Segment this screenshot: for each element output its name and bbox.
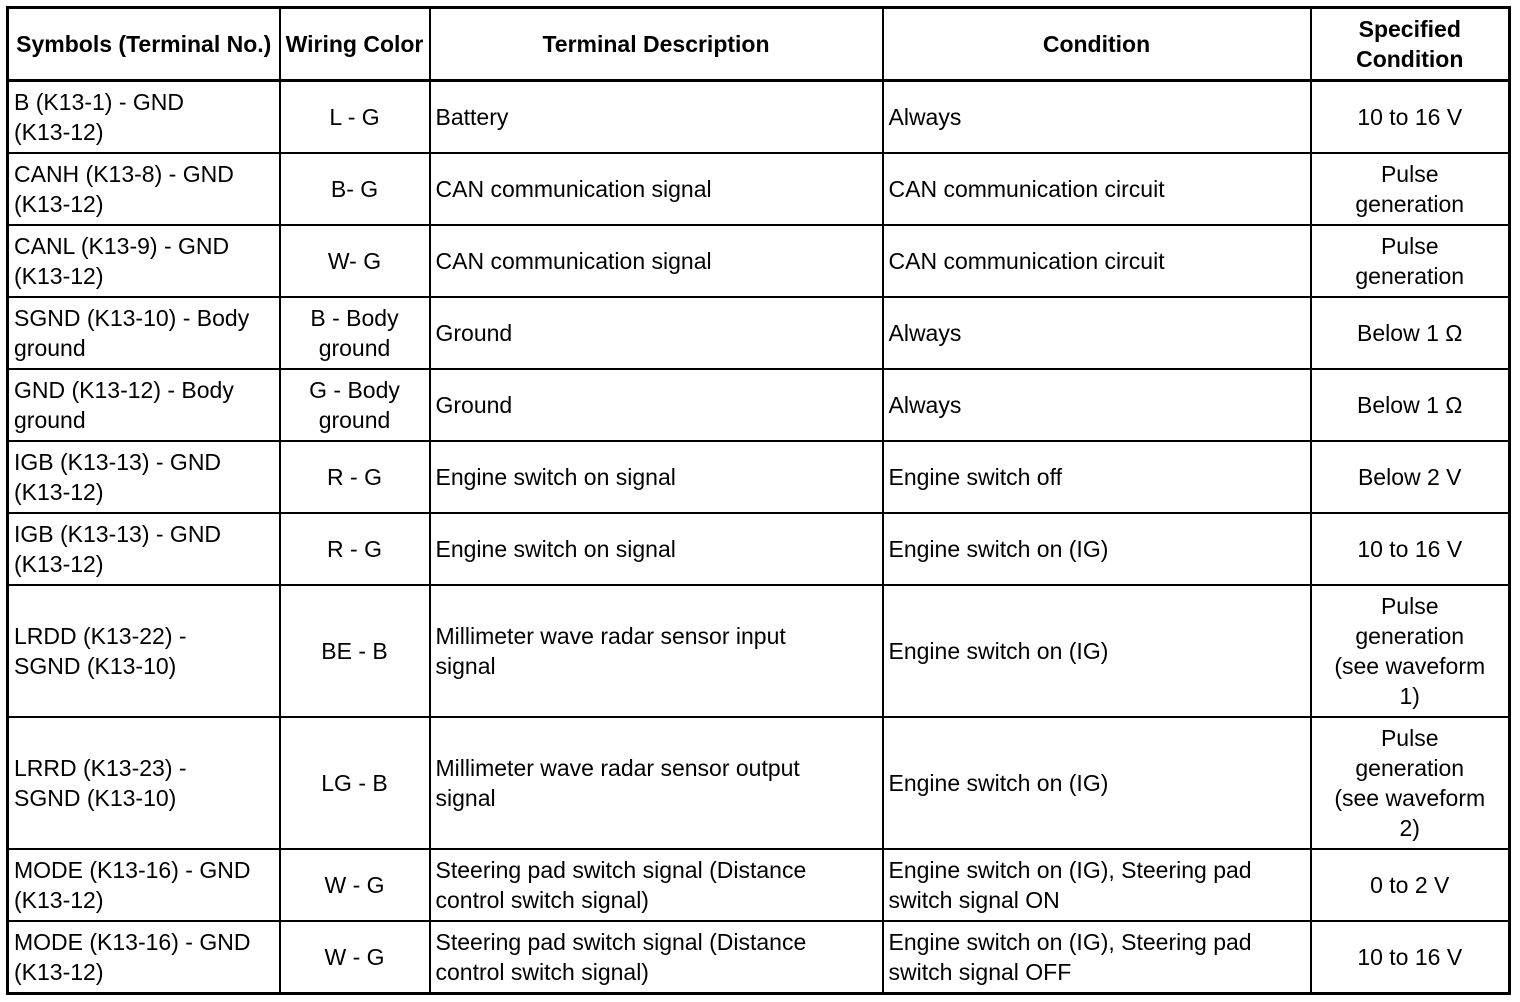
description-cell: Battery [430,81,883,154]
specified-condition-cell: Pulse generation [1311,225,1510,297]
specified-condition-cell: Pulse generation (see waveform 2) [1311,717,1510,849]
wiring-color-cell: B - Body ground [280,297,430,369]
table-row [8,153,1510,225]
table-row [8,225,1510,297]
header-condition: Condition [883,8,1311,81]
table-row [8,717,1510,849]
table-body [8,81,1510,994]
specified-condition-cell: Pulse generation [1311,153,1510,225]
table-row [8,921,1510,994]
symbol-cell: MODE (K13-16) - GND (K13-12) [8,849,280,921]
description-cell: Millimeter wave radar sensor input signal [430,585,883,717]
symbol-cell: B (K13-1) - GND (K13-12) [8,81,280,154]
specified-condition-cell: Pulse generation (see waveform 1) [1311,585,1510,717]
symbol-cell: LRDD (K13-22) - SGND (K13-10) [8,585,280,717]
wiring-color-cell: W- G [280,225,430,297]
wiring-color-cell: W - G [280,921,430,994]
condition-cell: Engine switch on (IG), Steering pad switch signal ON [883,849,1311,921]
specified-condition-cell: 10 to 16 V [1311,921,1510,994]
wiring-color-cell: W - G [280,849,430,921]
wiring-color-cell: G - Body ground [280,369,430,441]
description-cell: Ground [430,369,883,441]
condition-cell: Engine switch on (IG) [883,585,1311,717]
table-row [8,369,1510,441]
table-row [8,441,1510,513]
symbol-cell: MODE (K13-16) - GND (K13-12) [8,921,280,994]
symbol-cell: GND (K13-12) - Body ground [8,369,280,441]
symbol-cell: SGND (K13-10) - Body ground [8,297,280,369]
symbol-cell: LRRD (K13-23) - SGND (K13-10) [8,717,280,849]
header-symbols: Symbols (Terminal No.) [8,8,280,81]
description-cell: Ground [430,297,883,369]
condition-cell: Engine switch off [883,441,1311,513]
wiring-color-cell: LG - B [280,717,430,849]
header-wiring-color: Wiring Color [280,8,430,81]
description-cell: Steering pad switch signal (Distance control switch signal) [430,849,883,921]
description-cell: Millimeter wave radar sensor output signal [430,717,883,849]
specified-condition-cell: Below 2 V [1311,441,1510,513]
terminal-table [6,6,1511,995]
condition-cell: Always [883,297,1311,369]
condition-cell: Engine switch on (IG) [883,717,1311,849]
condition-cell: Engine switch on (IG) [883,513,1311,585]
symbol-cell: CANL (K13-9) - GND (K13-12) [8,225,280,297]
table-row [8,81,1510,154]
wiring-color-cell: B- G [280,153,430,225]
table-header [8,8,1510,81]
table-row [8,849,1510,921]
symbol-cell: IGB (K13-13) - GND (K13-12) [8,441,280,513]
symbol-cell: CANH (K13-8) - GND (K13-12) [8,153,280,225]
table-row [8,297,1510,369]
wiring-color-cell: R - G [280,441,430,513]
header-specified-condition: Specified Condition [1311,8,1510,81]
condition-cell: CAN communication circuit [883,225,1311,297]
header-terminal-description: Terminal Description [430,8,883,81]
description-cell: CAN communication signal [430,153,883,225]
specified-condition-cell: 10 to 16 V [1311,81,1510,154]
specified-condition-cell: Below 1 Ω [1311,297,1510,369]
description-cell: Engine switch on signal [430,513,883,585]
description-cell: Engine switch on signal [430,441,883,513]
table-row [8,585,1510,717]
specified-condition-cell: 0 to 2 V [1311,849,1510,921]
specified-condition-cell: 10 to 16 V [1311,513,1510,585]
specified-condition-cell: Below 1 Ω [1311,369,1510,441]
condition-cell: Engine switch on (IG), Steering pad switch signal OFF [883,921,1311,994]
symbol-cell: IGB (K13-13) - GND (K13-12) [8,513,280,585]
description-cell: CAN communication signal [430,225,883,297]
wiring-color-cell: BE - B [280,585,430,717]
wiring-color-cell: L - G [280,81,430,154]
condition-cell: CAN communication circuit [883,153,1311,225]
wiring-color-cell: R - G [280,513,430,585]
table-row [8,513,1510,585]
condition-cell: Always [883,81,1311,154]
condition-cell: Always [883,369,1311,441]
description-cell: Steering pad switch signal (Distance control switch signal) [430,921,883,994]
